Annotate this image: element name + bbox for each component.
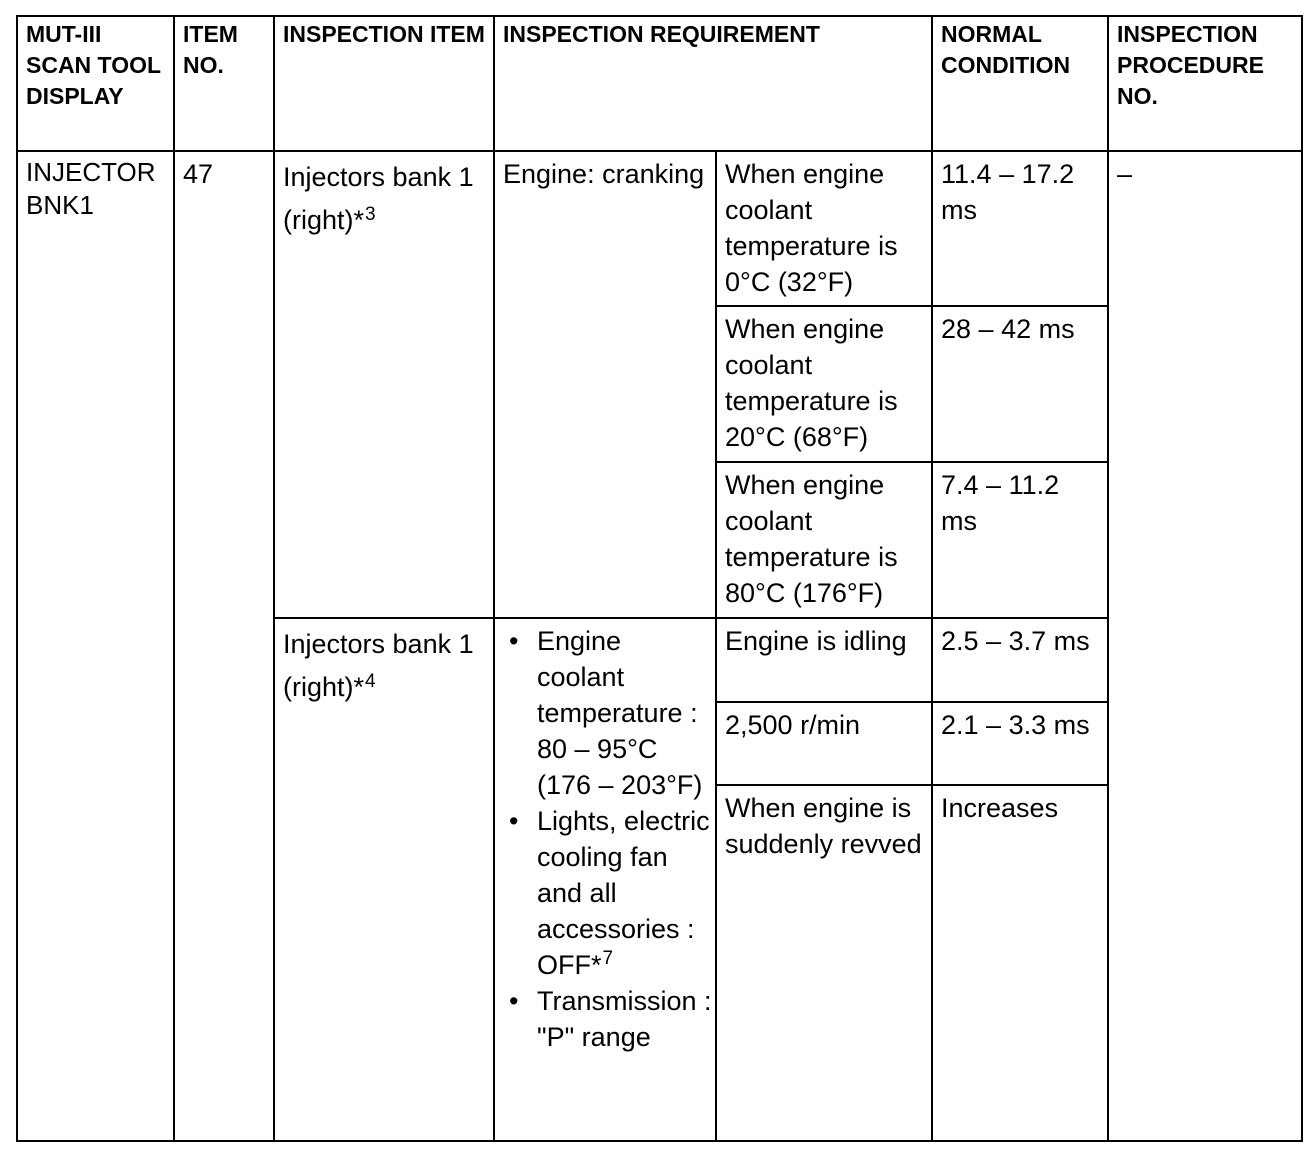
footnote-ref: 4: [365, 671, 376, 692]
requirement-text: Transmission : "P" range: [537, 986, 712, 1052]
inspection-item-cell: [274, 618, 494, 1141]
condition-text: Engine is idling: [725, 626, 907, 656]
list-item: [499, 803, 713, 983]
condition-text: When engine coolant temperature is 0°C (32°F): [725, 159, 898, 297]
list-item: [499, 623, 713, 803]
header-procedure-no: INSPECTION PROCEDURE NO.: [1108, 16, 1302, 151]
condition-cell: [716, 618, 932, 702]
condition-text: When engine is suddenly revved: [725, 793, 922, 859]
requirement-text: Engine coolant temperature : 80 – 95°C (176 – 203°F): [537, 626, 703, 800]
header-display: MUT-III SCAN TOOL DISPLAY: [17, 16, 174, 151]
normal-cell: [932, 151, 1108, 306]
requirement-cell: [494, 151, 716, 618]
item-no-cell: [174, 151, 274, 1141]
header-item-no: ITEM NO.: [174, 16, 274, 151]
normal-cell: [932, 618, 1108, 702]
bullet-icon: •: [509, 626, 519, 656]
normal-cell: [932, 702, 1108, 785]
list-item: [499, 983, 713, 1055]
inspection-table: [16, 15, 1303, 1142]
normal-value: Increases: [941, 793, 1059, 823]
condition-cell: [716, 462, 932, 618]
condition-text: When engine coolant temperature is 20°C (68°F): [725, 314, 898, 452]
requirement-text: Engine: cranking: [503, 159, 705, 189]
item-no-value: 47: [183, 159, 214, 189]
normal-value: 11.4 – 17.2 ms: [941, 159, 1075, 225]
display-cell: [17, 151, 174, 1141]
condition-cell: [716, 151, 932, 306]
requirement-text: Lights, electric cooling fan and all accessories : OFF*: [537, 806, 710, 980]
footnote-ref: 7: [602, 948, 614, 969]
condition-text: 2,500 r/min: [725, 710, 861, 740]
requirement-list-cell: [494, 618, 716, 1141]
normal-value: 28 – 42 ms: [941, 314, 1075, 344]
condition-cell: [716, 306, 932, 462]
normal-value: 2.5 – 3.7 ms: [941, 626, 1090, 656]
normal-value: 7.4 – 11.2 ms: [941, 470, 1060, 536]
condition-cell: [716, 702, 932, 785]
header-inspection-requirement: INSPECTION REQUIREMENT: [494, 16, 932, 151]
normal-cell: [932, 306, 1108, 462]
bullet-icon: •: [509, 986, 519, 1016]
condition-cell: [716, 785, 932, 1141]
normal-cell: [932, 785, 1108, 1141]
header-inspection-item: INSPECTION ITEM: [274, 16, 494, 151]
normal-value: 2.1 – 3.3 ms: [941, 710, 1090, 740]
header-normal-condition: NORMAL CONDITION: [932, 16, 1108, 151]
bullet-icon: •: [509, 806, 519, 836]
inspection-item-text: Injectors bank 1 (right)*: [283, 629, 474, 702]
header-row: [17, 16, 1302, 151]
procedure-cell: [1108, 151, 1302, 1141]
inspection-item-text: Injectors bank 1 (right)*: [283, 162, 474, 235]
table-row: [17, 151, 1302, 306]
normal-cell: [932, 462, 1108, 618]
condition-text: When engine coolant temperature is 80°C (176°F): [725, 470, 898, 608]
requirement-list: [499, 623, 713, 1055]
inspection-item-cell: [274, 151, 494, 618]
procedure-value: –: [1117, 159, 1133, 189]
footnote-ref: 3: [365, 204, 376, 225]
display-value: INJECTOR BNK1: [26, 157, 156, 220]
